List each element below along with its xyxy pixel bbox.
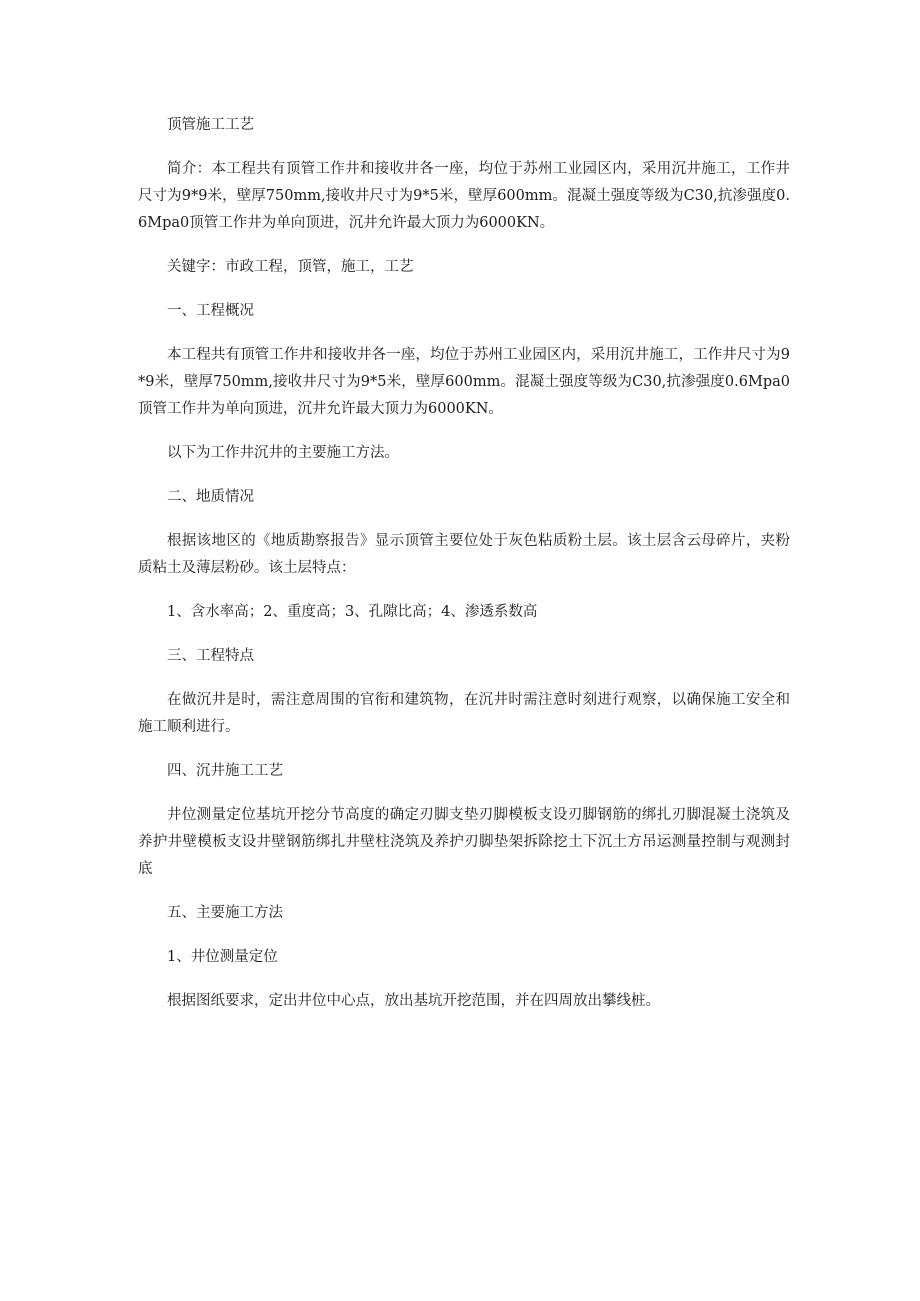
section-2-list: 1、含水率高；2、重度高；3、孔隙比高；4、渗透系数高 (167, 604, 538, 620)
section-1-heading: 一、工程概况 (167, 303, 254, 319)
intro-paragraph: 简介：本工程共有顶管工作井和接收井各一座，均位于苏州工业园区内，采用沉井施工，工作井尺寸为9*9米，壁厚750mm,接收井尺寸为9*5米，壁厚600mm。混凝土强度等级为C30,抗渗强度0.6Mpa0顶管工作井为单向顶进，沉井允许最大顶力为6000KN。 (138, 161, 790, 231)
section-3-heading: 三、工程特点 (167, 648, 254, 664)
section-4-paragraph: 井位测量定位基坑开挖分节高度的确定刃脚支垫刃脚模板支设刃脚钢筋的绑扎刃脚混凝土浇筑及养护井壁模板支设井壁钢筋绑扎井壁柱浇筑及养护刃脚垫架拆除挖土下沉土方吊运测量控制与观测封底 (138, 807, 790, 877)
section-2-paragraph: 根据该地区的《地质勘察报告》显示顶管主要位处于灰色粘质粉土层。该土层含云母碎片，夹粉质粘土及薄层粉砂。该土层特点： (138, 533, 790, 576)
section-5-heading: 五、主要施工方法 (167, 905, 283, 921)
section-1-note: 以下为工作井沉井的主要施工方法。 (167, 445, 399, 461)
section-5-sub-1-paragraph: 根据图纸要求，定出井位中心点，放出基坑开挖范围，并在四周放出攀线桩。 (167, 993, 660, 1009)
section-3-paragraph: 在做沉井是时，需注意周围的官衔和建筑物，在沉井时需注意时刻进行观察，以确保施工安全和施工顺利进行。 (138, 692, 790, 735)
section-5-subheading-1: 1、井位测量定位 (167, 949, 278, 965)
section-2-heading: 二、地质情况 (167, 489, 254, 505)
document-title: 顶管施工工艺 (167, 117, 254, 133)
document-body (138, 112, 790, 1032)
keywords-line: 关键字：市政工程，顶管，施工，工艺 (167, 259, 414, 275)
section-4-heading: 四、沉井施工工艺 (167, 763, 283, 779)
section-1-paragraph: 本工程共有顶管工作井和接收井各一座，均位于苏州工业园区内，采用沉井施工，工作井尺寸为9*9米，壁厚750mm,接收井尺寸为9*5米，壁厚600mm。混凝土强度等级为C30,抗渗强度0.6Mpa0顶管工作井为单向顶进，沉井允许最大顶力为6000KN。 (138, 347, 790, 417)
